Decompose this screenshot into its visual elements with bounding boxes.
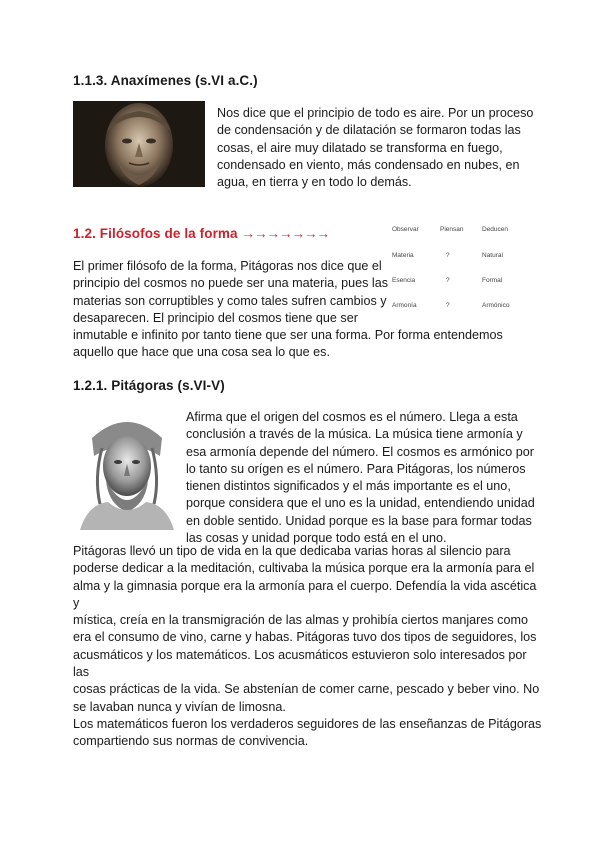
anaximenes-bust-image xyxy=(73,101,205,187)
pythagoras-bust-image xyxy=(78,408,176,530)
table-cell: ? xyxy=(446,252,450,259)
heading-text: 1.2. Filósofos de la forma xyxy=(73,226,238,241)
text-line: Afirma que el origen del cosmos es el número. Llega a esta xyxy=(186,410,518,424)
table-header: Observar xyxy=(392,226,419,233)
text-line: conclusión a través de la música. La música tiene armonía y xyxy=(186,427,523,442)
arrows-icon: →→→→→→→ xyxy=(241,226,329,241)
text-line: poderse dedicar a la meditación, cultivaba la música porque era la armonía para el xyxy=(73,561,535,576)
text-line: agua, en tierra y en todo lo demás. xyxy=(217,175,412,190)
table-cell: Formal xyxy=(482,277,503,284)
text-line: compartiendo sus normas de convivencia. xyxy=(73,734,309,749)
table-cell: Esencia xyxy=(392,277,416,284)
text-line: tienen distintos significados y el más importante es el uno, xyxy=(186,479,511,494)
table-header: Piensan xyxy=(440,226,464,233)
text-line: condensado en viento, más condensado en nubes, en xyxy=(217,157,520,172)
text-line: era el consumo de vino, carne y habas. Pitágoras tuvo dos tipos de seguidores, los xyxy=(73,630,537,645)
text-line: inmutable e infinito por tanto tiene que ser una forma. Por forma entendemos xyxy=(73,328,503,343)
heading-anaximenes: 1.1.3. Anaxímenes (s.VI a.C.) xyxy=(73,73,258,88)
pythagoras-bust-icon xyxy=(78,408,176,530)
heading-pitagoras: 1.2.1. Pitágoras (s.VI-V) xyxy=(73,378,225,393)
table-cell: ? xyxy=(446,302,450,309)
pitagoras-full-paragraph xyxy=(73,543,543,751)
text-line: aquello que hace que una cosa sea lo que es. xyxy=(73,345,330,360)
table-cell: ? xyxy=(446,277,450,284)
text-line: Pitágoras llevó un tipo de vida en la que dedicaba varias horas al silencio para xyxy=(73,544,511,558)
heading-filosofos-forma xyxy=(73,226,329,241)
text-line: las cosas y unidad porque todo está en el uno. xyxy=(186,531,447,546)
filosofos-forma-paragraph xyxy=(73,258,533,362)
text-line: porque considera que el uno es la unidad, entendiendo unidad xyxy=(186,496,535,511)
text-line: en doble sentido. Unidad porque es la base para formar todas xyxy=(186,513,532,528)
pitagoras-side-paragraph xyxy=(186,409,536,547)
text-line: principio del cosmos no puede ser una materia, pues las xyxy=(73,276,389,291)
text-line: desaparecen. El principio del cosmos tiene que ser xyxy=(73,310,358,325)
table-header: Deducen xyxy=(482,226,509,233)
table-cell: Armonía xyxy=(392,302,417,309)
text-line: se lavaban nunca y vivían de limosna. xyxy=(73,699,286,714)
text-line: alma y la gimnasia porque era la armonía para el cuerpo. Defendía la vida ascética y xyxy=(73,578,537,610)
text-line: lo tanto su orígen es el número. Para Pitágoras, los números xyxy=(186,461,526,476)
anaximenes-bust-icon xyxy=(73,101,205,187)
text-line: acusmáticos y los matemáticos. Los acusmáticos estuvieron solo interesados por las xyxy=(73,647,527,680)
table-cell: Materia xyxy=(392,252,414,259)
table-cell: Natural xyxy=(482,252,503,259)
text-line: Nos dice que el principio de todo es aire. Por un proceso xyxy=(217,106,534,120)
anaximenes-paragraph xyxy=(217,105,537,191)
text-line: El primer filósofo de la forma, Pitágoras nos dice que el xyxy=(73,259,382,273)
text-line: de condensación y de dilatación se formaron todas las xyxy=(217,123,521,138)
text-line: cosas prácticas de la vida. Se abstenían de comer carne, pescado y beber vino. No xyxy=(73,682,540,697)
table-cell: Armónico xyxy=(482,302,510,309)
text-line: cosas, el aire muy dilatado se transforma en fuego, xyxy=(217,140,503,155)
text-line: mística, creía en la transmigración de las almas y prohibía ciertos manjares como xyxy=(73,613,528,628)
text-line: materias son corruptibles y como tales sufren cambios y xyxy=(73,293,387,308)
text-line: esa armonía depende del número. El cosmos es armónico por xyxy=(186,444,534,459)
text-line: Los matemáticos fueron los verdaderos seguidores de las enseñanzas de Pitágoras xyxy=(73,716,542,731)
